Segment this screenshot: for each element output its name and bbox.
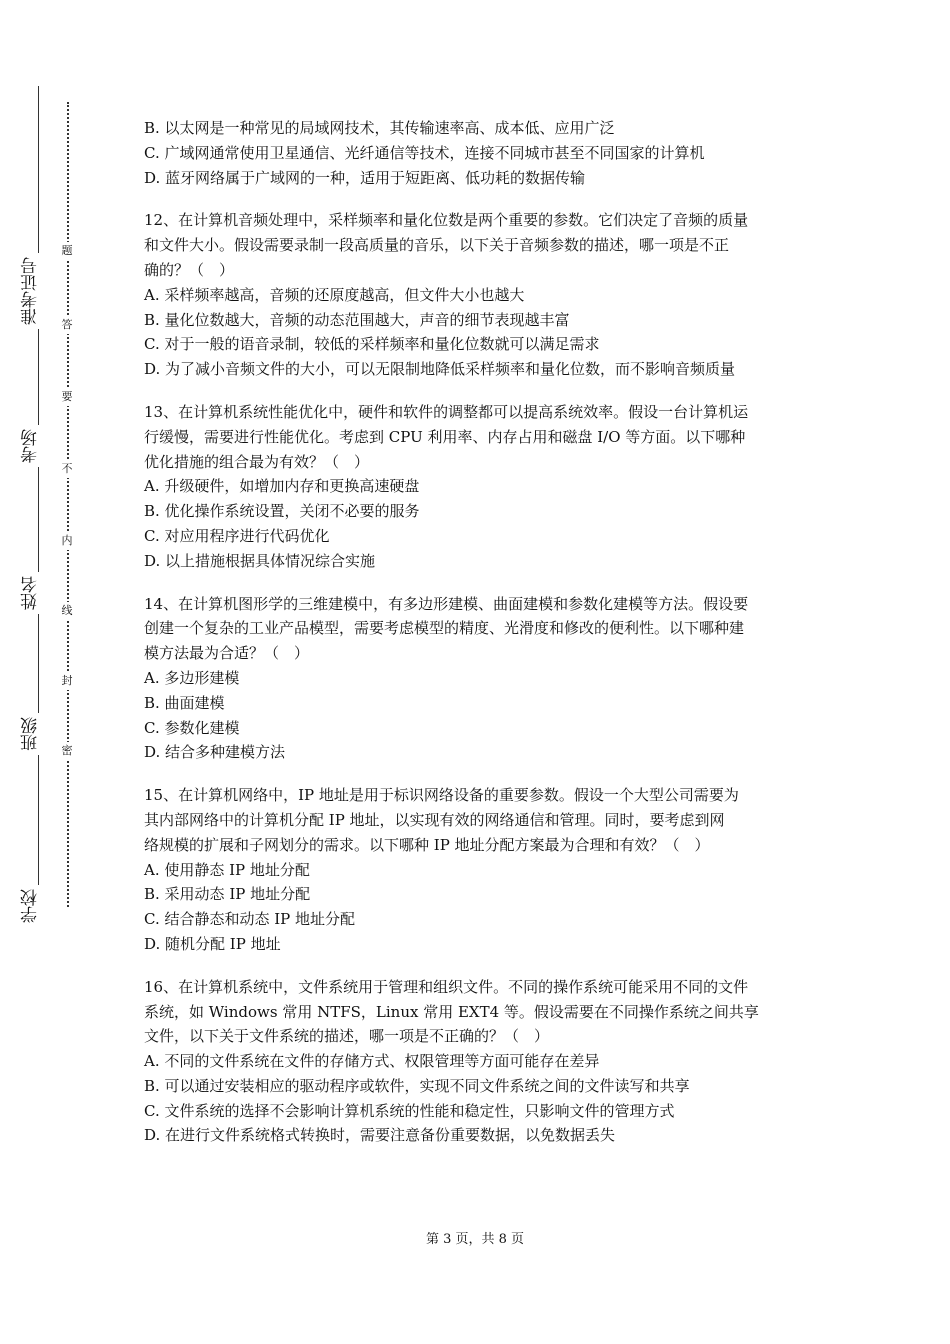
option-c: C. 参数化建模 [144,718,240,737]
option-d: D. 结合多种建模方法 [144,743,286,762]
question-stem-line: 13、在计算机系统性能优化中，硬件和软件的调整都可以提高系统效率。假设一台计算机运 [144,402,749,421]
option-d: D. 为了减小音频文件的大小，可以无限制地降低采样频率和量化位数，而不影响音频质量 [144,360,736,379]
question-stem-line: 和文件大小。假设需要录制一段高质量的音乐，以下关于音频参数的描述，哪一项是不正 [144,236,730,255]
seal-char: 密 [59,742,75,760]
option-d: D. 以上措施根据具体情况综合实施 [144,551,376,570]
seal-char: 不 [59,460,75,478]
question-stem-line: 14、在计算机图形学的三维建模中，有多边形建模、曲面建模和参数化建模等方法。假设要 [144,594,749,613]
question-stem-line: 系统，如 Windows 常用 NTFS，Linux 常用 EXT4 等。假设需要在不同操作系统之间共享 [144,1002,759,1021]
question-stem-line: 文件，以下关于文件系统的描述，哪一项是不正确的？（ ） [144,1027,550,1046]
question-stem-line: 确的？（ ） [144,260,235,279]
option-c: C. 结合静态和动态 IP 地址分配 [144,910,356,929]
option-c: C. 文件系统的选择不会影响计算机系统的性能和稳定性，只影响文件的管理方式 [144,1101,675,1120]
seal-dotted-line [67,102,69,907]
option-b: B. 可以通过安装相应的驱动程序或软件，实现不同文件系统之间的文件读写和共享 [144,1076,690,1095]
continued-question-options [144,116,814,190]
seal-char: 内 [59,532,75,550]
seal-char: 线 [59,602,75,620]
name-label: 姓名 [20,572,56,614]
seal-char: 要 [59,388,75,406]
option-a: A. 升级硬件，如增加内存和更换高速硬盘 [144,477,420,496]
seal-char: 题 [59,242,75,260]
seal-char: 封 [59,672,75,690]
question-stem-line: 16、在计算机系统中，文件系统用于管理和组织文件。不同的操作系统可能采用不同的文件 [144,977,749,996]
option-b: B. 优化操作系统设置，关闭不必要的服务 [144,502,420,521]
option-d: D. 在进行文件系统格式转换时，需要注意备份重要数据，以免数据丢失 [144,1126,616,1145]
class-label: 班级 [20,713,56,755]
question-stem-line: 模方法最为合适？（ ） [144,644,310,663]
option-b: B. 以太网是一种常见的局域网技术，其传输速率高、成本低、应用广泛 [144,119,615,137]
option-a: A. 多边形建模 [144,668,240,687]
question-14 [144,592,814,766]
school-label: 学校 [20,885,56,927]
exam-content [144,116,814,1166]
question-13 [144,400,814,574]
question-15 [144,783,814,957]
option-b: B. 采用动态 IP 地址分配 [144,885,311,904]
question-stem-line: 其内部网络中的计算机分配 IP 地址，以实现有效的网络通信和管理。同时，要考虑到网 [144,810,725,829]
question-stem-line: 15、在计算机网络中，IP 地址是用于标识网络设备的重要参数。假设一个大型公司需要为 [144,786,739,805]
option-d: D. 蓝牙网络属于广域网的一种，适用于短距离、低功耗的数据传输 [144,168,586,187]
question-16 [144,975,814,1149]
option-b: B. 曲面建模 [144,693,225,712]
question-stem-line: 络规模的扩展和子网划分的需求。以下哪种 IP 地址分配方案最为合理和有效？（ ） [144,835,710,854]
option-a: A. 采样频率越高，音频的还原度越高，但文件大小也越大 [144,285,525,304]
binding-margin [0,0,110,1344]
option-c: C. 广域网通常使用卫星通信、光纤通信等技术，连接不同城市甚至不同国家的计算机 [144,143,705,162]
option-d: D. 随机分配 IP 地址 [144,934,281,953]
seal-char: 答 [59,316,75,334]
exam-room-label: 考场 [20,425,56,467]
option-b: B. 量化位数越大，音频的动态范围越大，声音的细节表现越丰富 [144,310,570,329]
page-footer: 第 3 页，共 8 页 [425,1232,525,1247]
question-stem-line: 行缓慢，需要进行性能优化。考虑到 CPU 利用率、内存占用和磁盘 I/O 等方面。以下哪种 [144,427,746,446]
question-stem-line: 创建一个复杂的工业产品模型，需要考虑模型的精度、光滑度和修改的便利性。以下哪种建 [144,619,745,638]
option-a: A. 使用静态 IP 地址分配 [144,860,310,879]
option-c: C. 对应用程序进行代码优化 [144,526,330,545]
option-a: A. 不同的文件系统在文件的存储方式、权限管理等方面可能存在差异 [144,1052,600,1071]
exam-id-label: 准考证号 [20,253,56,329]
question-stem-line: 12、在计算机音频处理中，采样频率和量化位数是两个重要的参数。它们决定了音频的质量 [144,211,749,230]
question-12 [144,208,814,382]
question-stem-line: 优化措施的组合最为有效？（ ） [144,452,370,471]
binding-solid-line [38,86,39,906]
option-c: C. 对于一般的语音录制，较低的采样频率和量化位数就可以满足需求 [144,335,600,354]
